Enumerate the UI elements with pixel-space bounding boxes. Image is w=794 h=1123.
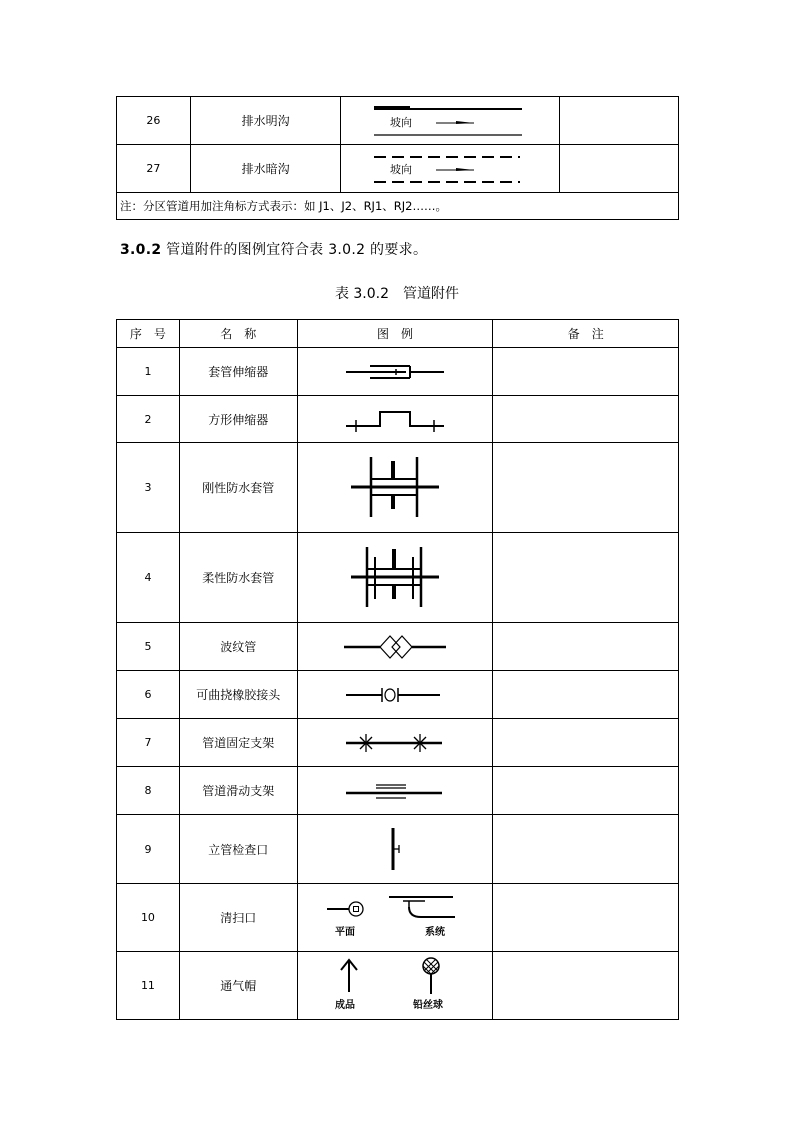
row-number: 2	[117, 396, 180, 443]
row-number: 6	[117, 671, 180, 719]
vent-cap-icon	[325, 956, 465, 1016]
row-remark	[493, 623, 679, 671]
row-remark	[493, 767, 679, 815]
cleanout-icon	[325, 893, 465, 943]
row-legend	[297, 671, 493, 719]
row-legend	[297, 884, 493, 952]
table-row	[117, 719, 679, 767]
row-name: 排水明沟	[190, 97, 341, 145]
row-legend	[341, 145, 560, 193]
fixed-pipe-support-icon	[340, 730, 450, 756]
row-name: 柔性防水套管	[179, 533, 297, 623]
row-number: 9	[117, 815, 180, 884]
table-note: 注：分区管道用加注角标方式表示：如 J1、J2、RJ1、RJ2……。	[117, 193, 679, 220]
row-number: 7	[117, 719, 180, 767]
row-number: 4	[117, 533, 180, 623]
sleeve-expansion-joint-icon	[340, 360, 450, 384]
row-legend	[297, 396, 493, 443]
table-caption: 表 3.0.2 管道附件	[334, 286, 460, 302]
row-legend	[297, 815, 493, 884]
header-cell: 图 例	[297, 320, 493, 348]
row-name: 通气帽	[179, 952, 297, 1020]
table-row	[117, 533, 679, 623]
wire-ball-label: 铅丝球	[413, 999, 443, 1011]
header-cell: 备 注	[493, 320, 679, 348]
slope-label: 坡向	[390, 162, 413, 176]
table-row	[117, 767, 679, 815]
row-remark	[493, 348, 679, 396]
row-remark	[493, 884, 679, 952]
row-name: 立管检查口	[179, 815, 297, 884]
table-row	[117, 145, 679, 193]
row-remark	[493, 952, 679, 1020]
note-row	[117, 193, 679, 220]
row-name: 方形伸缩器	[179, 396, 297, 443]
row-legend	[341, 97, 560, 145]
plan-label: 平面	[335, 926, 355, 938]
row-legend	[297, 533, 493, 623]
row-remark	[493, 719, 679, 767]
row-name: 刚性防水套管	[179, 443, 297, 533]
row-number: 3	[117, 443, 180, 533]
row-number: 1	[117, 348, 180, 396]
table-row	[117, 884, 679, 952]
row-name: 清扫口	[179, 884, 297, 952]
table-header-row	[117, 320, 679, 348]
table-row	[117, 623, 679, 671]
finished-product-label: 成品	[335, 999, 355, 1011]
open-drain-symbol-icon	[370, 101, 530, 141]
row-number: 5	[117, 623, 180, 671]
table-row	[117, 97, 679, 145]
row-remark	[493, 533, 679, 623]
row-remark	[493, 443, 679, 533]
slope-label: 坡向	[390, 115, 413, 129]
row-number: 8	[117, 767, 180, 815]
table-row	[117, 815, 679, 884]
section-paragraph	[120, 239, 427, 259]
flexible-waterproof-sleeve-icon	[347, 543, 443, 613]
section-text: 管道附件的图例宜符合表 3.0.2 的要求。	[166, 242, 428, 258]
pipe-fittings-table	[116, 319, 679, 1020]
row-remark	[493, 815, 679, 884]
row-number: 11	[117, 952, 180, 1020]
table-row	[117, 952, 679, 1020]
row-name: 套管伸缩器	[179, 348, 297, 396]
row-number: 27	[117, 145, 191, 193]
row-name: 波纹管	[179, 623, 297, 671]
row-number: 26	[117, 97, 191, 145]
table-row	[117, 348, 679, 396]
system-label: 系统	[425, 926, 445, 938]
row-legend	[297, 952, 493, 1020]
rigid-waterproof-sleeve-icon	[347, 453, 443, 523]
row-number: 10	[117, 884, 180, 952]
riser-inspection-port-icon	[375, 824, 415, 874]
row-legend	[297, 623, 493, 671]
section-number: 3.0.2	[120, 242, 162, 258]
row-name: 排水暗沟	[190, 145, 341, 193]
row-legend	[297, 443, 493, 533]
row-legend	[297, 719, 493, 767]
covered-drain-symbol-icon	[370, 149, 530, 189]
bellows-icon	[340, 632, 450, 662]
row-name: 管道滑动支架	[179, 767, 297, 815]
sliding-pipe-support-icon	[340, 779, 450, 803]
square-expansion-joint-icon	[340, 404, 450, 434]
row-remark	[560, 145, 679, 193]
row-name: 可曲挠橡胶接头	[179, 671, 297, 719]
row-name: 管道固定支架	[179, 719, 297, 767]
table-row	[117, 396, 679, 443]
row-remark	[560, 97, 679, 145]
table-row	[117, 443, 679, 533]
header-cell: 名 称	[179, 320, 297, 348]
header-cell: 序 号	[117, 320, 180, 348]
row-remark	[493, 396, 679, 443]
row-remark	[493, 671, 679, 719]
top-legend-table	[116, 96, 679, 220]
flexible-rubber-joint-icon	[340, 683, 450, 707]
table-row	[117, 671, 679, 719]
row-legend	[297, 348, 493, 396]
row-legend	[297, 767, 493, 815]
